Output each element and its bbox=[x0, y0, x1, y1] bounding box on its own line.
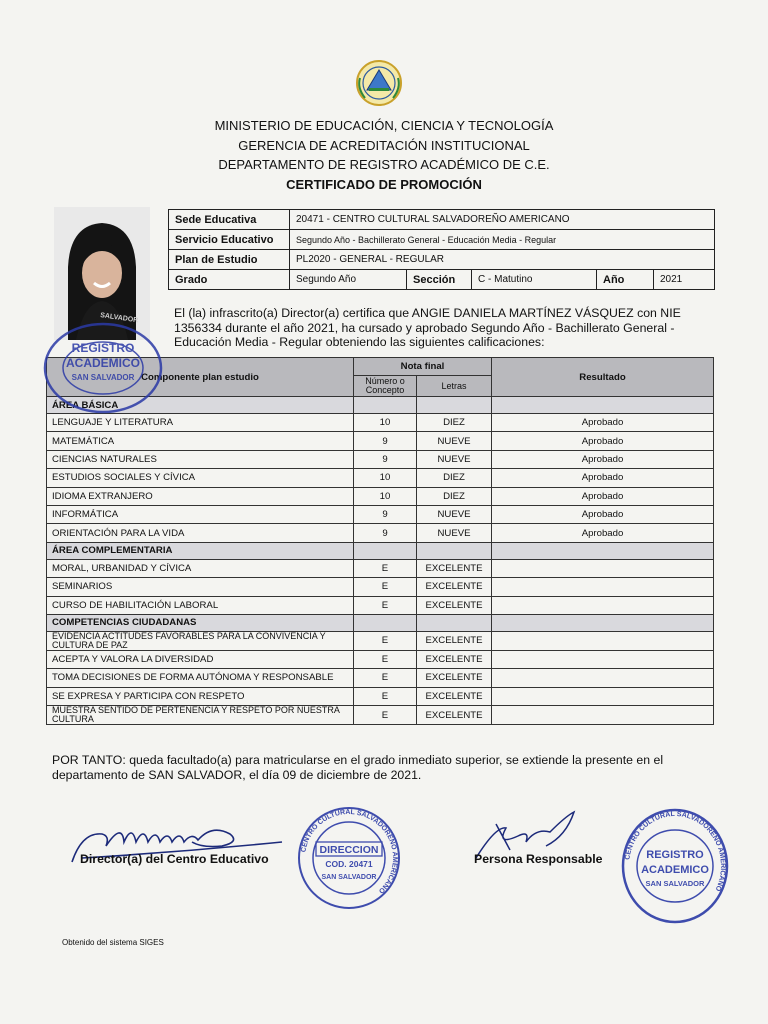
photo-stamp-text: SALVADOR bbox=[99, 312, 139, 325]
section-row bbox=[47, 614, 714, 631]
resultado-cell bbox=[492, 559, 714, 577]
table-row bbox=[47, 487, 714, 505]
registro-top-line3: SAN SALVADOR bbox=[71, 373, 135, 382]
section-empty-cell bbox=[492, 397, 714, 414]
col-resultado-header: Resultado bbox=[492, 358, 714, 397]
resultado-cell bbox=[492, 578, 714, 596]
section-row bbox=[47, 542, 714, 559]
footer-source: Obtenido del sistema SIGES bbox=[62, 938, 164, 947]
anio-value: 2021 bbox=[654, 270, 715, 290]
letras-cell: EXCELENTE bbox=[417, 559, 492, 577]
direccion-ring-text: CENTRO CULTURAL SALVADOREÑO AMERICANO bbox=[300, 808, 399, 895]
numero-cell: 10 bbox=[354, 414, 417, 432]
registro-stamp-bottom bbox=[620, 806, 730, 926]
numero-cell: E bbox=[354, 559, 417, 577]
component-cell: MUESTRA SENTIDO DE PERTENENCIA Y RESPETO POR NUESTRA CULTURA bbox=[47, 706, 354, 725]
col-nota-header: Nota final bbox=[354, 358, 492, 376]
table-row bbox=[47, 706, 714, 725]
registro-bottom-line3: SAN SALVADOR bbox=[645, 879, 705, 888]
numero-cell: 9 bbox=[354, 524, 417, 542]
info-row-grado bbox=[169, 270, 715, 290]
grado-value: Segundo Año bbox=[290, 270, 407, 290]
numero-cell: E bbox=[354, 596, 417, 614]
numero-cell: E bbox=[354, 687, 417, 705]
numero-cell: 9 bbox=[354, 432, 417, 450]
table-row bbox=[47, 414, 714, 432]
info-row-servicio bbox=[169, 230, 715, 250]
table-row bbox=[47, 559, 714, 577]
resultado-cell bbox=[492, 669, 714, 687]
registro-bottom-line2: ACADEMICO bbox=[641, 864, 709, 876]
resultado-cell: Aprobado bbox=[492, 505, 714, 523]
letras-cell: EXCELENTE bbox=[417, 706, 492, 725]
letras-cell: DIEZ bbox=[417, 487, 492, 505]
section-empty-cell bbox=[417, 397, 492, 414]
resultado-cell: Aprobado bbox=[492, 432, 714, 450]
servicio-value: Segundo Año - Bachillerato General - Educación Media - Regular bbox=[290, 230, 715, 250]
letras-cell: NUEVE bbox=[417, 432, 492, 450]
document-header bbox=[0, 116, 768, 194]
info-row-plan bbox=[169, 250, 715, 270]
component-cell: IDIOMA EXTRANJERO bbox=[47, 487, 354, 505]
numero-cell: E bbox=[354, 631, 417, 650]
component-cell: SEMINARIOS bbox=[47, 578, 354, 596]
ministry-name: MINISTERIO DE EDUCACIÓN, CIENCIA Y TECNOLOGÍA bbox=[214, 118, 554, 133]
direccion-line2: COD. 20471 bbox=[325, 859, 373, 869]
col-numero-header: Número o Concepto bbox=[354, 376, 417, 397]
letras-cell: DIEZ bbox=[417, 469, 492, 487]
closing-paragraph: POR TANTO: queda facultado(a) para matricularse en el grado inmediato superior, se extiende la presente en el departamento de SAN SALVADOR, el día 09 de diciembre de 2021. bbox=[52, 753, 664, 782]
table-row bbox=[47, 450, 714, 468]
component-cell: CURSO DE HABILITACIÓN LABORAL bbox=[47, 596, 354, 614]
registro-ring-text: CENTRO CULTURAL SALVADOREÑO AMERICANO bbox=[624, 810, 727, 892]
component-cell: MORAL, URBANIDAD Y CÍVICA bbox=[47, 559, 354, 577]
resultado-cell bbox=[492, 631, 714, 650]
section-title: ÁREA COMPLEMENTARIA bbox=[47, 542, 354, 559]
registro-top-line2: ACADEMICO bbox=[66, 356, 140, 370]
numero-cell: E bbox=[354, 706, 417, 725]
numero-cell: 10 bbox=[354, 487, 417, 505]
section-empty-cell bbox=[417, 614, 492, 631]
certification-statement: El (la) infrascrito(a) Director(a) certifica que ANGIE DANIELA MARTÍNEZ VÁSQUEZ con NIE 1356334 durante el año 2021, ha cursado y aprobado Segundo Año - Bachillerato General - Educación Media - Regular obteniendo las siguientes calificaciones: bbox=[174, 306, 681, 349]
table-row bbox=[47, 596, 714, 614]
plan-label: Plan de Estudio bbox=[169, 250, 290, 270]
seccion-label: Sección bbox=[407, 270, 472, 290]
section-empty-cell bbox=[417, 542, 492, 559]
component-cell: MATEMÁTICA bbox=[47, 432, 354, 450]
registro-top-line1: REGISTRO bbox=[71, 341, 135, 355]
component-cell: ESTUDIOS SOCIALES Y CÍVICA bbox=[47, 469, 354, 487]
table-row bbox=[47, 687, 714, 705]
resultado-cell bbox=[492, 706, 714, 725]
numero-cell: 10 bbox=[354, 469, 417, 487]
numero-cell: E bbox=[354, 650, 417, 668]
resultado-cell: Aprobado bbox=[492, 524, 714, 542]
letras-cell: EXCELENTE bbox=[417, 669, 492, 687]
numero-cell: E bbox=[354, 578, 417, 596]
sede-value: 20471 - CENTRO CULTURAL SALVADOREÑO AMERICANO bbox=[290, 210, 715, 230]
col-letras-header: Letras bbox=[417, 376, 492, 397]
grado-label: Grado bbox=[169, 270, 290, 290]
letras-cell: NUEVE bbox=[417, 450, 492, 468]
resultado-cell bbox=[492, 687, 714, 705]
section-empty-cell bbox=[354, 542, 417, 559]
numero-cell: 9 bbox=[354, 505, 417, 523]
direccion-stamp bbox=[294, 806, 404, 910]
section-empty-cell bbox=[354, 614, 417, 631]
school-info-table bbox=[168, 209, 715, 290]
letras-cell: DIEZ bbox=[417, 414, 492, 432]
direccion-line1: DIRECCION bbox=[319, 844, 379, 856]
table-row bbox=[47, 524, 714, 542]
info-row-sede bbox=[169, 210, 715, 230]
direccion-line3: SAN SALVADOR bbox=[321, 874, 377, 881]
component-cell: CIENCIAS NATURALES bbox=[47, 450, 354, 468]
section-empty-cell bbox=[492, 542, 714, 559]
table-row bbox=[47, 469, 714, 487]
section-title: COMPETENCIAS CIUDADANAS bbox=[47, 614, 354, 631]
responsable-signature-label: Persona Responsable bbox=[474, 852, 603, 866]
col-component-header: Componente plan estudio bbox=[47, 358, 354, 397]
seccion-value: C - Matutino bbox=[472, 270, 597, 290]
document-title: CERTIFICADO DE PROMOCIÓN bbox=[286, 176, 482, 192]
letras-cell: NUEVE bbox=[417, 524, 492, 542]
component-cell: INFORMÁTICA bbox=[47, 505, 354, 523]
numero-cell: E bbox=[354, 669, 417, 687]
resultado-cell: Aprobado bbox=[492, 487, 714, 505]
section-empty-cell bbox=[354, 397, 417, 414]
sede-label: Sede Educativa bbox=[169, 210, 290, 230]
component-cell: EVIDENCIA ACTITUDES FAVORABLES PARA LA CONVIVENCIA Y CULTURA DE PAZ bbox=[47, 631, 354, 650]
anio-label: Año bbox=[597, 270, 654, 290]
department-name: DEPARTAMENTO DE REGISTRO ACADÉMICO DE C.E. bbox=[218, 157, 550, 172]
table-row bbox=[47, 432, 714, 450]
registro-bottom-line1: REGISTRO bbox=[646, 849, 704, 861]
component-cell: SE EXPRESA Y PARTICIPA CON RESPETO bbox=[47, 687, 354, 705]
letras-cell: EXCELENTE bbox=[417, 596, 492, 614]
table-row bbox=[47, 505, 714, 523]
section-title: ÁREA BÁSICA bbox=[47, 397, 354, 414]
letras-cell: EXCELENTE bbox=[417, 650, 492, 668]
numero-cell: 9 bbox=[354, 450, 417, 468]
letras-cell: EXCELENTE bbox=[417, 631, 492, 650]
table-row bbox=[47, 650, 714, 668]
director-signature-label: Director(a) del Centro Educativo bbox=[80, 852, 269, 866]
table-row bbox=[47, 631, 714, 650]
resultado-cell: Aprobado bbox=[492, 450, 714, 468]
resultado-cell bbox=[492, 596, 714, 614]
letras-cell: NUEVE bbox=[417, 505, 492, 523]
component-cell: ORIENTACIÓN PARA LA VIDA bbox=[47, 524, 354, 542]
component-cell: ACEPTA Y VALORA LA DIVERSIDAD bbox=[47, 650, 354, 668]
national-seal bbox=[351, 58, 407, 108]
servicio-label: Servicio Educativo bbox=[169, 230, 290, 250]
table-row bbox=[47, 578, 714, 596]
section-empty-cell bbox=[492, 614, 714, 631]
resultado-cell: Aprobado bbox=[492, 469, 714, 487]
component-cell: LENGUAJE Y LITERATURA bbox=[47, 414, 354, 432]
resultado-cell: Aprobado bbox=[492, 414, 714, 432]
component-cell: TOMA DECISIONES DE FORMA AUTÓNOMA Y RESPONSABLE bbox=[47, 669, 354, 687]
letras-cell: EXCELENTE bbox=[417, 687, 492, 705]
letras-cell: EXCELENTE bbox=[417, 578, 492, 596]
registro-stamp-top bbox=[40, 320, 166, 416]
gerencia-name: GERENCIA DE ACREDITACIÓN INSTITUCIONAL bbox=[238, 137, 530, 153]
plan-value: PL2020 - GENERAL - REGULAR bbox=[290, 250, 715, 270]
resultado-cell bbox=[492, 650, 714, 668]
table-row bbox=[47, 669, 714, 687]
